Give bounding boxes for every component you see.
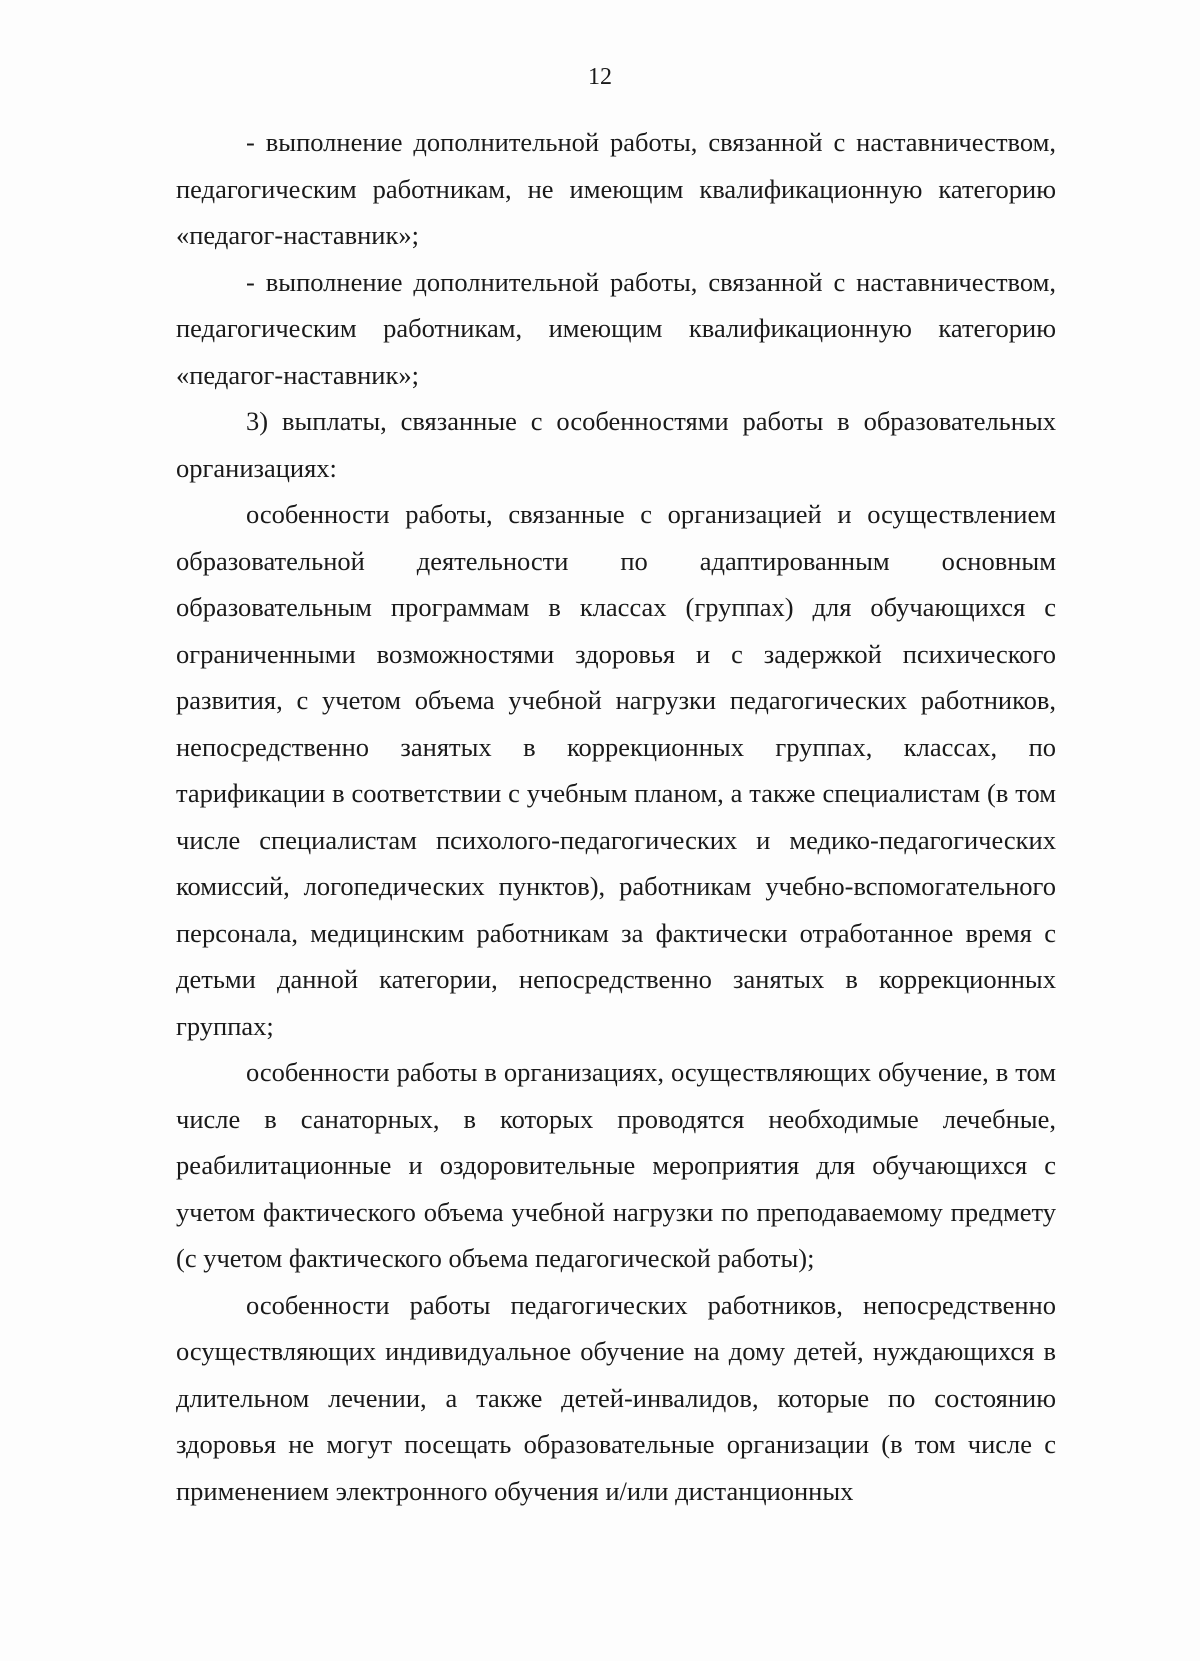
paragraph-mentoring-with-category: - выполнение дополнительной работы, связанной с наставничеством, педагогическим работникам, имеющим квалификационную категорию «педагог-наставник»; (176, 266, 1056, 390)
paragraph-mentoring-no-category: - выполнение дополнительной работы, связанной с наставничеством, педагогическим работникам, не имеющим квалификационную категорию «педагог-наставник»; (176, 127, 1056, 250)
paragraph-home-education: особенности работы педагогических работников, непосредственно осуществляющих индивидуальное обучение на дому детей, нуждающихся в длительном лечении, а также детей-инвалидов, которые по состоянию здоровья не могут посещать образовательные организации (в том числе с применением электронного обучения и/или дистанционных (176, 1289, 1056, 1506)
document-body (176, 119, 1056, 1514)
paragraph-adapted-programs: особенности работы, связанные с организацией и осуществлением образовательной деятельности по адаптированным основным образовательным программам в классах (группах) для обучающихся с ограниченными возможностями здоровья и с задержкой психического развития, с учетом объема учебной нагрузки педагогических работников, непосредственно занятых в коррекционных группах, классах, по тарификации в соответствии с учебным планом, а также специалистам (в том числе специалистам психолого-педагогических и медико-педагогических комиссий, логопедических пунктов), работникам учебно-вспомогательного персонала, медицинским работникам за фактически отработанное время с детьми данной категории, непосредственно занятых в коррекционных группах; (176, 499, 1056, 1041)
paragraph-payments-specifics: 3) выплаты, связанные с особенностями работы в образовательных организациях: (176, 406, 1056, 483)
page-number: 12 (588, 64, 612, 90)
paragraph-sanatorium-organizations: особенности работы в организациях, осуществляющих обучение, в том числе в санаторных, в которых проводятся необходимые лечебные, реабилитационные и оздоровительные мероприятия для обучающихся с учетом фактического объема учебной нагрузки по преподаваемому предмету (с учетом фактического объема педагогической работы); (176, 1057, 1056, 1273)
